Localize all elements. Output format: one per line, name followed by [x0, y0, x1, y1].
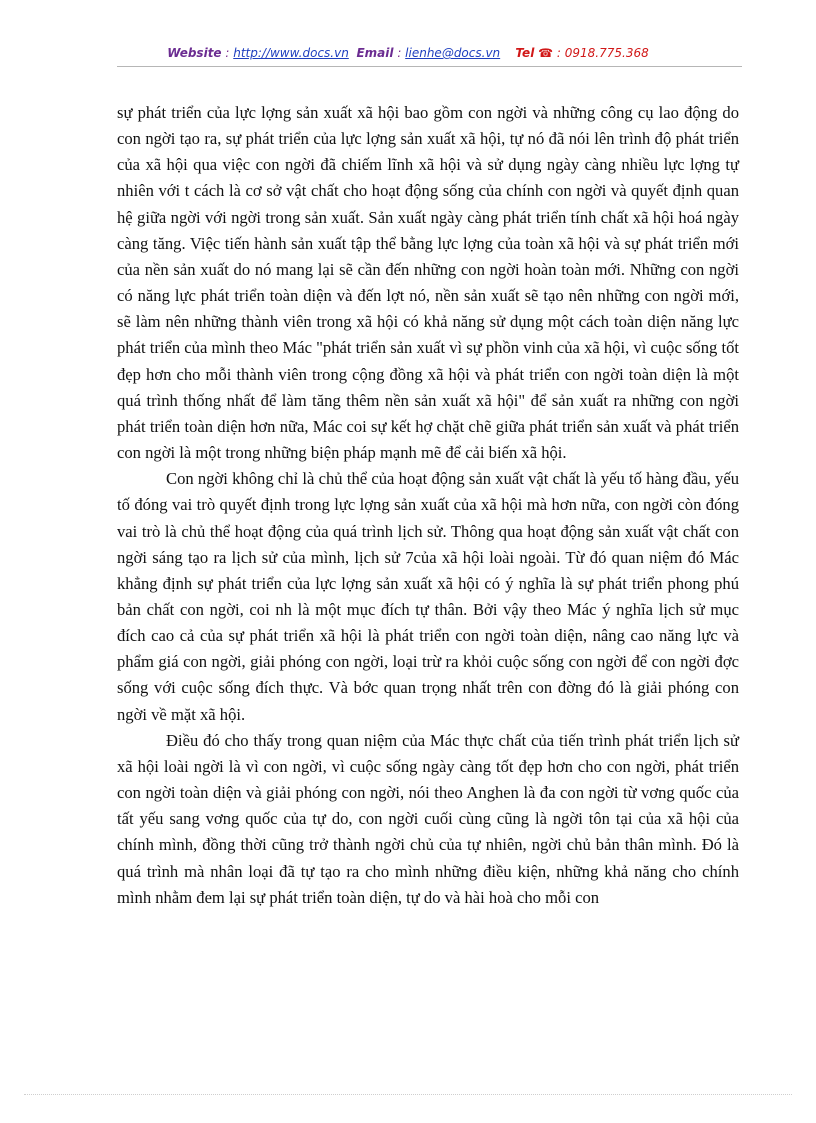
- paragraph: Điều đó cho thấy trong quan niệm của Mác thực chất của tiến trình phát triển lịch sử xã hội loài ngời là vì con ngời, vì cuộc sống ngày càng tốt đẹp hơn cho con ngời, phát triển con ngời toàn diện và giải phóng con ngời, nói theo Anghen là đa con ngời từ vơng quốc của tất yếu sang vơng quốc của tự do, con ngời cuối cùng cũng là ngời tôn tại của xã hội của chính mình, đồng thời cũng trở thành ngời chủ của tự nhiên, ngời chủ bản thân mình. Đó là quá trình mà nhân loại đã tự tạo ra cho mình những điều kiện, những khả năng cho chính mình nhằm đem lại sự phát triển toàn diện, tự do và hài hoà cho mỗi con: [117, 730, 739, 907]
- header-sep: :: [393, 46, 406, 60]
- website-link[interactable]: http://www.docs.vn: [233, 46, 349, 60]
- header-sep: :: [221, 46, 234, 60]
- tel-label: Tel: [515, 46, 535, 60]
- footer-divider: [24, 1094, 792, 1095]
- paragraph: sự phát triển của lực lợng sản xuất xã hội bao gồm con ngời và những công cụ lao động do con ngời tạo ra, sự phát triển của lực lợng sản xuất xã hội, tự nó đã nói lên trình độ phát triển của xã hội qua việc con ngời đã chiếm lĩnh xã hội và sử dụng ngày càng nhiều lực lợng tự nhiên với t cách là cơ sở vật chất cho hoạt động sống của chính con ngời và quyết định quan hệ giữa ngời với ngời trong sản xuất. Sản xuất ngày càng phát triển tính chất xã hội hoá ngày càng tăng. Việc tiến hành sản xuất tập thể bằng lực lợng của toàn xã hội và sự phát triển mới của nền sản xuất do nó mang lại sẽ cần đến những con ngời hoàn toàn mới. Những con ngời có năng lực phát triển toàn diện và đến lợt nó, nền sản xuất sẽ tạo nên những con ngời mới, sẽ làm nên những thành viên trong xã hội có khả năng sử dụng một cách toàn diện năng lực phát triển của mình theo Mác "phát triển sản xuất vì sự phồn vinh của xã hội, vì cuộc sống tốt đẹp hơn cho mỗi thành viên trong cộng đồng xã hội và phát triển con ngời toàn diện là một quá trình thống nhất để làm tăng thêm nền sản xuất xã hội" để sản xuất ra những con ngời phát triển toàn diện hơn nữa, Mác coi sự kết hợ chặt chẽ giữa phát triển sản xuất và phát triển con ngời là một trong những biện pháp mạnh mẽ để cải biến xã hội.: [117, 103, 739, 463]
- phone-number: ☎ : 0918.775.368: [538, 46, 649, 60]
- email-label: Email: [356, 46, 394, 60]
- header-divider: [117, 66, 742, 67]
- website-label: Website: [167, 46, 222, 60]
- email-link[interactable]: lienhe@docs.vn: [405, 46, 501, 60]
- page-header: [0, 46, 816, 60]
- paragraph: Con ngời không chỉ là chủ thể của hoạt động sản xuất vật chất là yếu tố hàng đầu, yếu tố đóng vai trò quyết định trong lực lợng sản xuất của xã hội mà hơn nữa, con ngời còn đóng vai trò là chủ thể hoạt động của quá trình lịch sử. Thông qua hoạt động sản xuất vật chất con ngời sáng tạo ra lịch sử của mình, lịch sử 7của xã hội loài ngoài. Từ đó quan niệm đó Mác khẳng định sự phát triển của lực lợng sản xuất xã hội có ý nghĩa là sự phát triển phong phú bản chất con ngời, coi nh là một mục đích tự thân. Bởi vậy theo Mác ý nghĩa lịch sử mục đích cao cả của sự phát triển xã hội là phát triển con ngời toàn diện, nâng cao năng lực và phẩm giá con ngời, giải phóng con ngời, loại trừ ra khỏi cuộc sống con ngời để con ngời đợc sống với cuộc sống đích thực. Và bớc quan trọng nhất trên con đờng đó là giải phóng con ngời về mặt xã hội.: [117, 469, 739, 724]
- document-body: [117, 100, 739, 911]
